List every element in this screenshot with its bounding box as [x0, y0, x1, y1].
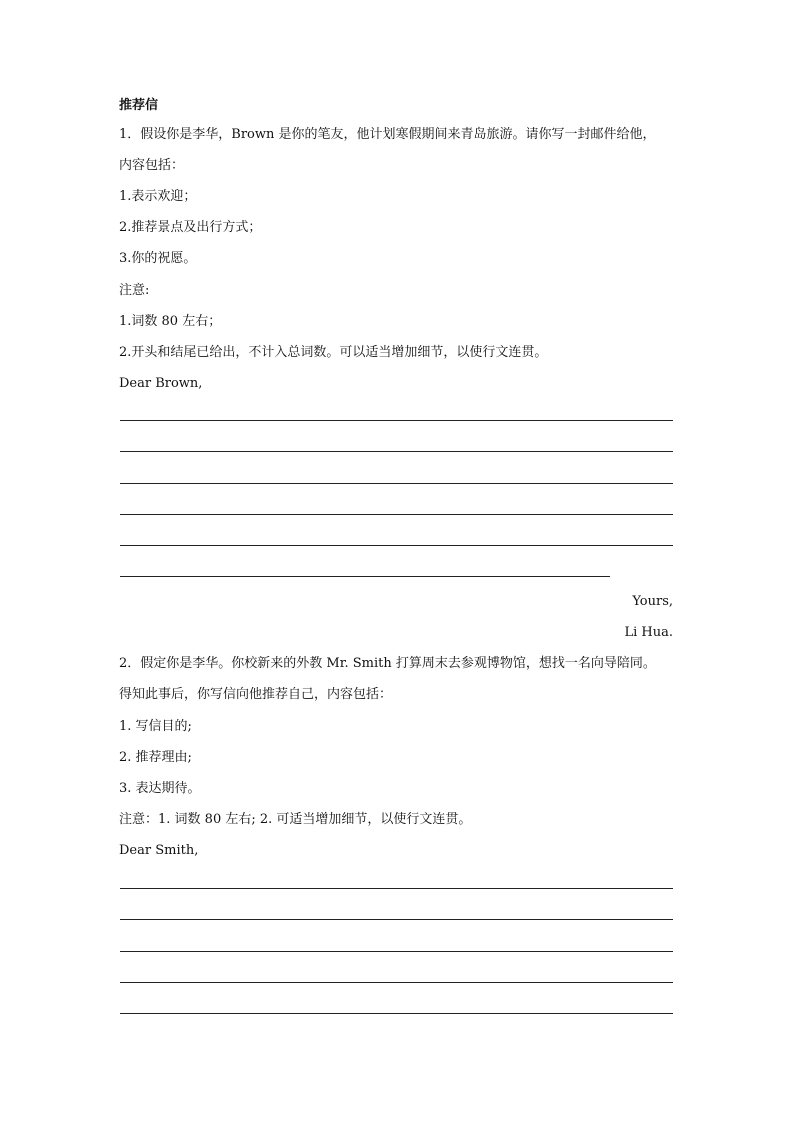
- q2-writing-line: [120, 888, 673, 889]
- q2-item-1: 1. 写信目的;: [119, 719, 192, 734]
- q1-item-3: 3.你的祝愿。: [119, 251, 197, 266]
- q1-writing-line: [120, 420, 673, 421]
- q2-writing-line: [120, 919, 673, 920]
- q2-writing-line: [120, 951, 673, 952]
- q1-greeting: Dear Brown,: [119, 376, 203, 391]
- q2-prompt-line2: 得知此事后，你写信向他推荐自己，内容包括：: [119, 687, 393, 702]
- q1-closing: Yours,: [632, 594, 673, 609]
- q2-note: 注意：1. 词数 80 左右; 2. 可适当增加细节，以使行文连贯。: [119, 812, 472, 827]
- q2-item-2: 2. 推荐理由;: [119, 750, 192, 765]
- q2-writing-line: [120, 1013, 673, 1014]
- q1-note-1: 1.词数 80 左右；: [119, 314, 222, 329]
- q1-item-2: 2.推荐景点及出行方式；: [119, 220, 262, 235]
- q2-prompt-line1: 2．假定你是李华。你校新来的外教 Mr. Smith 打算周末去参观博物馆，想找一名向导陪同。: [119, 656, 656, 671]
- q2-writing-line: [120, 982, 673, 983]
- q1-writing-line: [120, 451, 673, 452]
- q1-signature: Li Hua.: [624, 625, 673, 640]
- q1-item-1: 1.表示欢迎；: [119, 189, 197, 204]
- q1-note-2: 2.开头和结尾已给出，不计入总词数。可以适当增加细节，以使行文连贯。: [119, 345, 548, 360]
- q2-item-3: 3. 表达期待。: [119, 781, 201, 796]
- q1-prompt-line2: 内容包括：: [119, 158, 185, 173]
- q1-writing-line: [120, 514, 673, 515]
- q1-writing-line: [120, 576, 610, 577]
- section-title: 推荐信: [119, 98, 159, 113]
- q1-writing-line: [120, 545, 673, 546]
- q1-note-label: 注意:: [119, 283, 150, 298]
- q1-writing-line: [120, 483, 673, 484]
- q2-greeting: Dear Smith,: [119, 843, 199, 858]
- q1-prompt-line1: 1．假设你是李华，Brown 是你的笔友，他计划寒假期间来青岛旅游。请你写一封邮件给他，: [119, 127, 656, 142]
